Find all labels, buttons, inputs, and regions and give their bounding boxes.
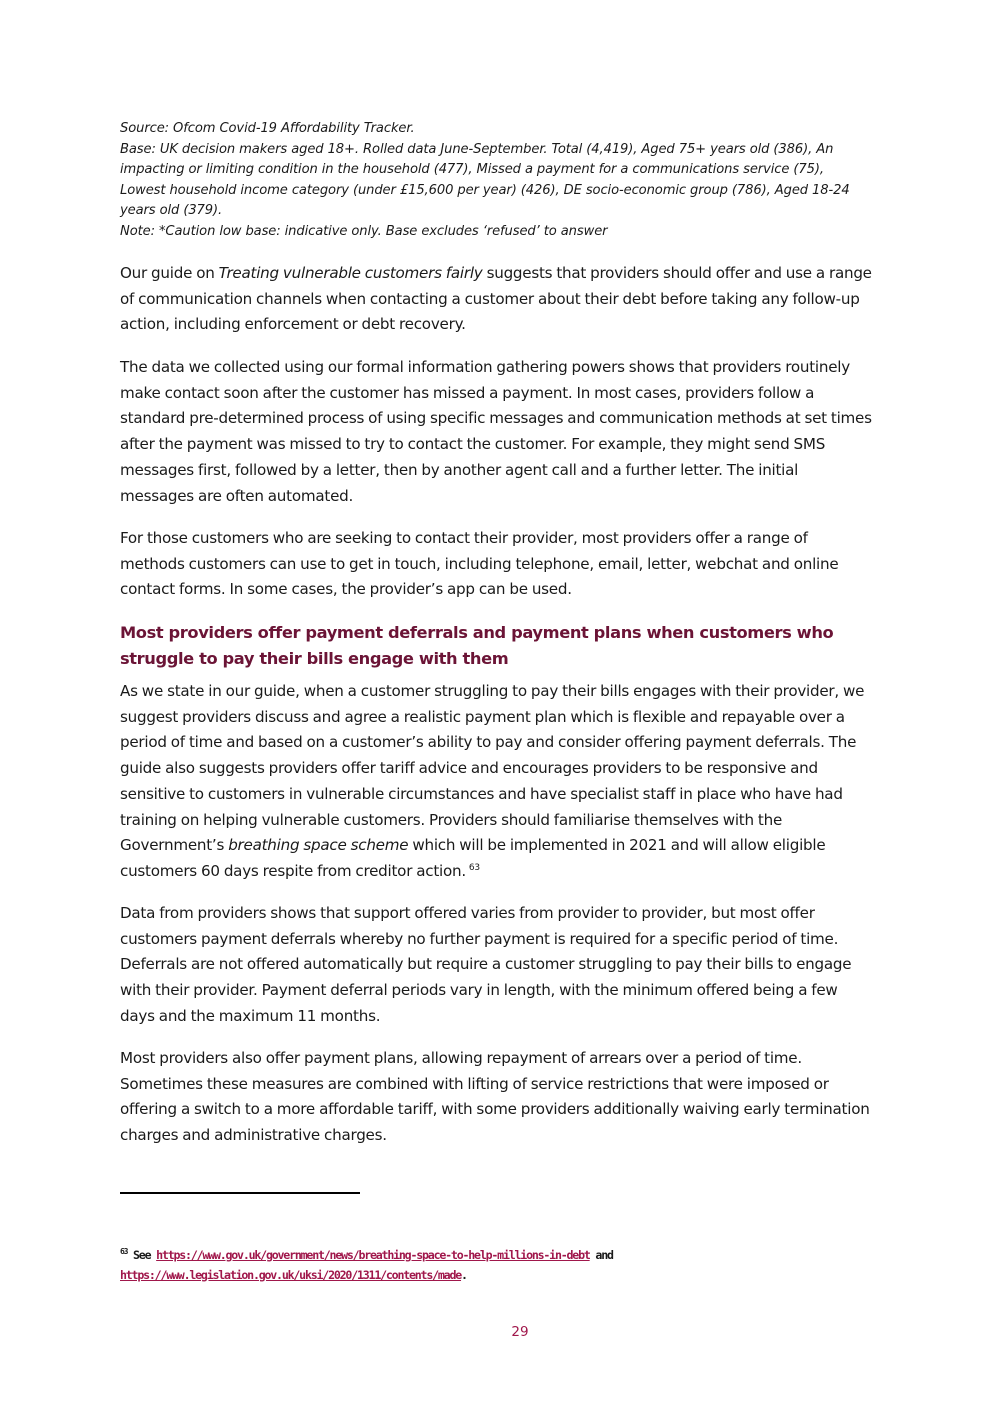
footnote-separator bbox=[120, 1192, 360, 1194]
base-line-3: Lowest household income category (under £15,600 per year) (426), DE socio-economic group (786), Aged 18-24 bbox=[120, 182, 850, 198]
footnote-link-gov-news[interactable]: https://www.gov.uk/government/news/breathing-space-to-help-millions-in-debt bbox=[156, 1248, 590, 1262]
paragraph-contact-methods: For those customers who are seeking to contact their provider, most providers offer a range of methods customers can use to get in touch, including telephone, email, letter, webchat and online contact forms. In some cases, the provider’s app can be used. bbox=[120, 529, 839, 599]
base-line-1: Base: UK decision makers aged 18+. Rolled data June-September. Total (4,419), Aged 75+ years old (386), An bbox=[120, 141, 834, 157]
guide-title: Treating vulnerable customers fairly bbox=[218, 264, 483, 282]
base-line-2: impacting or limiting condition in the household (477), Missed a payment for a communications service (75), bbox=[120, 162, 824, 177]
footnote-number: 63 bbox=[120, 1247, 128, 1257]
section-heading: Most providers offer payment deferrals and payment plans when customers who struggle to pay their bills engage with them bbox=[120, 623, 834, 668]
chart-source-note bbox=[120, 119, 876, 242]
note-line: Note: *Caution low base: indicative only. Base excludes ‘refused’ to answer bbox=[120, 223, 608, 239]
footnote-link-legislation[interactable]: https://www.legislation.gov.uk/uksi/2020/1311/contents/made bbox=[120, 1267, 462, 1282]
page-number: 29 bbox=[511, 1324, 529, 1340]
paragraph-payment-plans: Most providers also offer payment plans, allowing repayment of arrears over a period of time. Sometimes these measures are combined with lifting of service restrictions that were imposed or offering a switch to a more affordable tariff, with some providers additionally waiving early termination charges and administrative charges. bbox=[120, 1049, 870, 1145]
scheme-name: breathing space scheme bbox=[228, 836, 409, 855]
paragraph-data-collected: The data we collected using our formal information gathering powers shows that providers routinely make contact soon after the customer has missed a payment. In most cases, providers follow a standard pre-determined process of using specific messages and communication methods at set times after the payment was missed to try to contact the customer. For example, they might send SMS messages first, followed by a letter, then by another agent call and a further letter. The initial messages are often automated. bbox=[120, 358, 872, 505]
paragraph-payment-deferrals: Data from providers shows that support offered varies from provider to provider, but most offer customers payment deferrals whereby no further payment is required for a specific period of time. Deferrals are not offered automatically but require a customer struggling to pay their bills to engage with their provider. Payment deferral periods vary in length, with the minimum offered being a few days and the maximum 11 months. bbox=[120, 904, 852, 1025]
source-line: Source: Ofcom Covid-19 Affordability Tracker. bbox=[120, 121, 415, 136]
footnote-reference[interactable]: 63 bbox=[468, 862, 480, 873]
base-line-4: years old (379). bbox=[120, 203, 223, 218]
paragraph-guide-statement: As we state in our guide, when a customer struggling to pay their bills engages with their provider, we suggest providers discuss and agree a realistic payment plan which is flexible and repayable over a period of time and based on a customer’s ability to pay and consider offering payment deferrals. The guide also suggests providers offer tariff advice and encourages providers to be responsive and sensitive to customers in vulnerable circumstances and have specialist staff in place who have had training on helping vulnerable customers. Providers should familiarise themselves with the Government’s breathing space scheme which will be implemented in 2021 and will allow eligible customers 60 days respite from creditor action. $^{63}$ bbox=[120, 682, 865, 880]
footnote: $^{63}$ See https://www.gov.uk/government/news/breathing-space-to-help-millions-in-debt and https://www.legislation.gov.uk/uksi/2020/1311/contents/made. bbox=[120, 1247, 613, 1282]
paragraph-guide-communication: Our guide on Treating vulnerable customers fairly suggests that providers should offer and use a range of communication channels when contacting a customer about their debt before taking any follow-up action, including enforcement or debt recovery. bbox=[120, 264, 872, 334]
